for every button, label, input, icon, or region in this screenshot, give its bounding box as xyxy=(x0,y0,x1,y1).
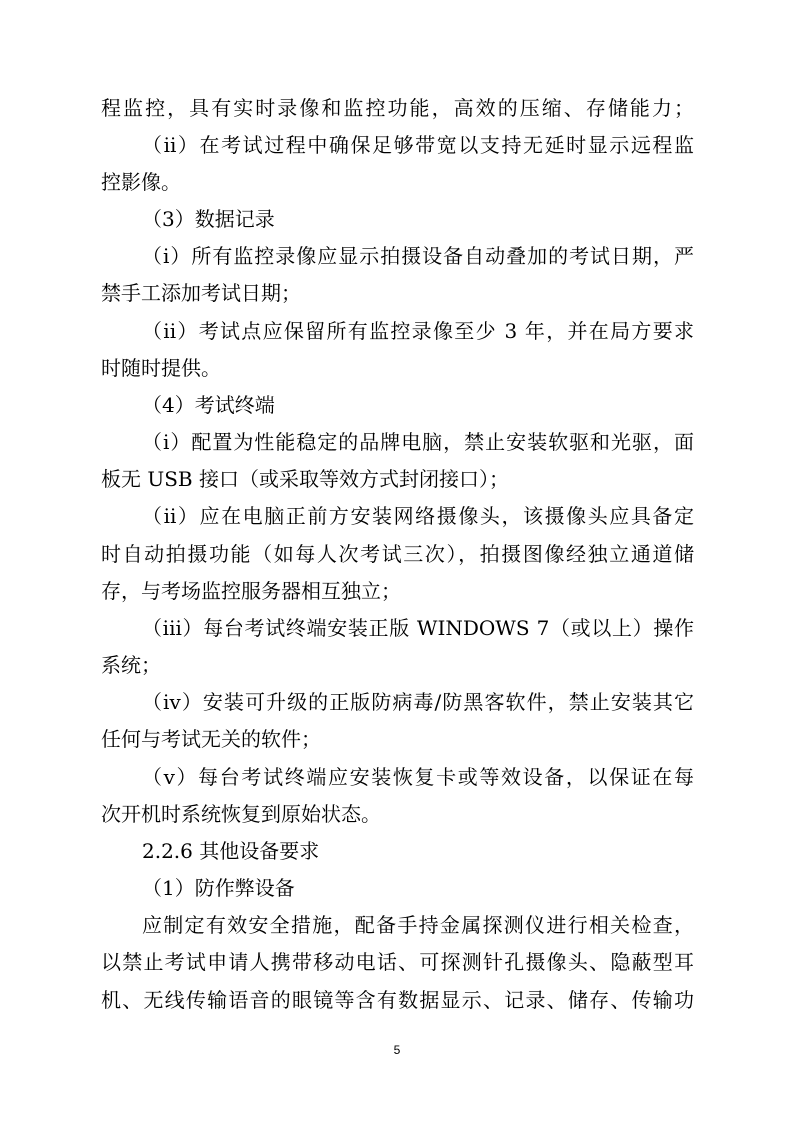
text-line: 应制定有效安全措施，配备手持金属探测仪进行相关检查， xyxy=(142,913,694,937)
text-line: （ii）应在电脑正前方安装网络摄像头，该摄像头应具备定 xyxy=(142,504,694,528)
text-line: 时随时提供。 xyxy=(101,356,221,380)
section-heading: （3）数据记录 xyxy=(142,207,275,231)
text-line: （i）配置为性能稳定的品牌电脑，禁止安装软驱和光驱，面 xyxy=(142,430,694,454)
section-heading: 2.2.6 其他设备要求 xyxy=(142,839,320,863)
text-line: （iv）安装可升级的正版防病毒/防黑客软件，禁止安装其它 xyxy=(142,690,694,714)
text-line: 存，与考场监控服务器相互独立； xyxy=(101,579,401,603)
text-line: （iii）每台考试终端安装正版 WINDOWS 7（或以上）操作 xyxy=(142,616,694,640)
text-line: （v）每台考试终端应安装恢复卡或等效设备，以保证在每 xyxy=(142,765,694,789)
text-line: 任何与考试无关的软件； xyxy=(101,727,321,751)
text-line: 控影像。 xyxy=(101,170,181,194)
page-number: 5 xyxy=(393,1043,401,1057)
text-line: 次开机时系统恢复到原始状态。 xyxy=(101,802,381,826)
text-line: （ii）考试点应保留所有监控录像至少 3 年，并在局方要求 xyxy=(142,319,694,343)
text-line: 程监控，具有实时录像和监控功能，高效的压缩、存储能力； xyxy=(101,96,694,120)
section-heading: （1）防作弊设备 xyxy=(142,876,295,900)
text-line: 以禁止考试申请人携带移动电话、可探测针孔摄像头、隐蔽型耳 xyxy=(101,950,694,974)
section-heading: （4）考试终端 xyxy=(142,393,275,417)
text-line: （i）所有监控录像应显示拍摄设备自动叠加的考试日期，严 xyxy=(142,244,694,268)
text-line: 禁手工添加考试日期； xyxy=(101,281,301,305)
text-line: 板无 USB 接口（或采取等效方式封闭接口）； xyxy=(101,467,509,491)
text-line: 时自动拍摄功能（如每人次考试三次），拍摄图像经独立通道储 xyxy=(101,542,694,566)
text-line: 机、无线传输语音的眼镜等含有数据显示、记录、储存、传输功 xyxy=(101,988,694,1012)
text-line: 系统； xyxy=(101,653,161,677)
text-line: （ii）在考试过程中确保足够带宽以支持无延时显示远程监 xyxy=(142,133,694,157)
